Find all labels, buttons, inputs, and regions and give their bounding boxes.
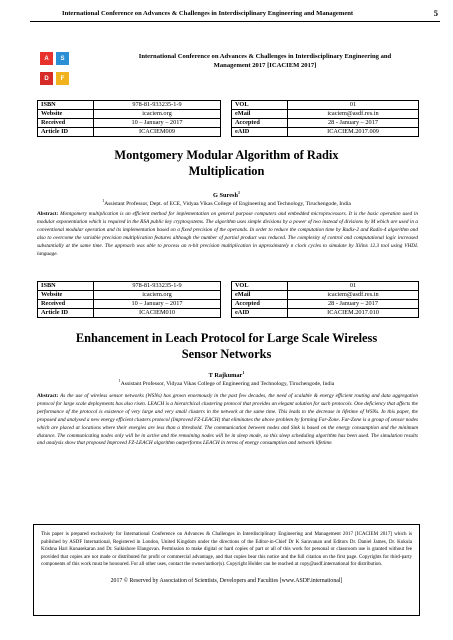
isbn-label: ISBN (38, 101, 94, 110)
paper1-abstract-text: Montgomery multiplication is an efficient method for implementation on general purpose computers and embedded microprocessors. It is the basic operation used in modular exponentiation which is required in the RSA public key cryptosystems. The algorithm uses simple divisions by a power of two instead of divisions by M which are used in a conventional modular operation and its implementation based on a fixed precision of the operands. In order to reduce the computation time by Radix-2 and Radix-4 algorithm and also to overcome the variable precision multiplication features although the number of partial product was reduced. The complexity of control and computational logic increased substantially at the same time. The approach was able to process an n-bit precision multiplication in approximately n clock cycles to simulate by Xilinx 12.3 tool using VHDL language. (37, 211, 419, 257)
eaid-label: eAID (232, 309, 288, 318)
meta-row (38, 300, 419, 309)
isbn-label: ISBN (38, 282, 94, 291)
email-label: eMail (232, 291, 288, 300)
vol-value: 01 (288, 282, 419, 291)
copyright-notice-box (33, 524, 420, 616)
conference-title (100, 52, 430, 70)
paper2-title-line2: Sensor Networks (181, 346, 272, 361)
paper2-abstract-label: Abstract: (37, 393, 59, 399)
received-label: Received (38, 119, 94, 128)
paper1-author-sup: 1 (237, 190, 240, 195)
paper1-affiliation-text: Assistant Professor, Dept. of ECE, Vidyaa Vikas College of Engineering and Technology, Tiruchengode, India (104, 200, 351, 207)
email-value[interactable]: icaciem@asdf.res.in (288, 110, 419, 119)
paper2-abstract-text: As the use of wireless sensor networks (WSNs) has grown enormously in the past few decades, the need of scalable & energy efficient routing and data aggregation protocol for large scale deployments has also risen. LEACH is a hierarchical clustering protocol that provides an elegant solution for such protocols. One deficiency that affects the performance of the protocol is existence of very large and very small clusters in the network at the same time. This leads to the decrease in lifetime of WSNs. In this paper, the proposed and analysed a new energy efficient clusters protocol (Improved FZ-LEACH) that eliminates the above problem by forming Far-Zone. Far-Zone is a group of sensor nodes which are placed at locations where their energies are less than a threshold. The communication between nodes and Sink is based on the energy consumption and the minimum distance. The communicating nodes only will be in active and the remaining nodes will be in sleep mode, so this sleep scheduling algorithm has been used. The simulation results and analysis show that proposed Improved FZ-LEACH algorithm outperforms LEACH in terms of energy consumption and network lifetime. (37, 393, 418, 447)
meta-row (38, 128, 419, 137)
email-value[interactable]: icaciem@asdf.res.in (288, 291, 419, 300)
paper2-affiliation (30, 378, 423, 387)
paper1-abstract (37, 211, 418, 258)
vol-value: 01 (288, 101, 419, 110)
vol-label: VOL (232, 282, 288, 291)
eaid-label: eAID (232, 128, 288, 137)
permission-note: This paper is prepared exclusively for International Conference on Advances & Challenges in Interdisciplinary Engineering and Management 2017 [ICACIEM 2017] which is published by ASDF International, Registered in London, United Kingdom under the directions of the Editor-in-Chief Dr K Saravanan and Editors Dr. Daniel James, Dr. Kokula Krishna Hari Kunasekaran and Dr. Saikishore Elangovan. Permission to make digital or hard copies of part or all of this work for personal or classroom use is granted without fee provided that copies are not made or distributed for profit or commercial advantage, and that copies bear this notice and the full citation on the first page. Copyrights for third-party components of this work must be honoured. For all other uses, contact the owner/author(s). Copyright Holder can be reached at copy@asdf.international for distribution. (41, 531, 412, 567)
paper2-author-name: T Rajkumar (208, 372, 243, 380)
paper2-affil-sup: 1 (118, 378, 121, 383)
paper2-meta-table (37, 281, 419, 318)
logo-square-f: F (56, 72, 69, 85)
logo-square-s: S (56, 52, 69, 65)
paper2-title (30, 331, 423, 362)
paper1-title (30, 148, 423, 179)
meta-row (38, 291, 419, 300)
copyright-line: 2017 © Reserved by Association of Scientists, Developers and Faculties [www.ASDF.international] (110, 577, 343, 584)
eaid-value: ICACIEM.2017.010 (288, 309, 419, 318)
meta-row (38, 309, 419, 318)
article-id-value: ICACIEM010 (94, 309, 221, 318)
received-value: 10 – January – 2017 (94, 300, 221, 309)
accepted-value: 28 - January – 2017 (288, 119, 419, 128)
article-id-label: Article ID (38, 309, 94, 318)
paper1-title-line2: Multiplication (188, 163, 265, 178)
paper1-title-line1: Montgomery Modular Algorithm of Radix (114, 148, 339, 162)
received-value: 10 – January – 2017 (94, 119, 221, 128)
running-title: International Conference on Advances & Challenges in Interdisciplinary Engineering and Management (62, 10, 354, 17)
received-label: Received (38, 300, 94, 309)
conference-title-line2: Management 2017 [ICACIEM 2017] (213, 62, 317, 69)
website-value[interactable]: icaciem.org (94, 291, 221, 300)
logo-square-d: D (40, 72, 53, 85)
meta-row (38, 282, 419, 291)
isbn-value: 978-81-933235-1-9 (94, 282, 221, 291)
paper2-affiliation-text: Assistant Professor, Vidyaa Vikas College of Engineering and Technology, Tiruchengode, India (120, 380, 335, 387)
meta-row (38, 101, 419, 110)
running-header (30, 8, 440, 22)
meta-row (38, 119, 419, 128)
paper1-abstract-label: Abstract: (37, 211, 59, 217)
isbn-value: 978-81-933235-1-9 (94, 101, 221, 110)
accepted-label: Accepted (232, 119, 288, 128)
paper1-affil-sup: 1 (102, 198, 105, 203)
conference-title-line1: International Conference on Advances & Challenges in Interdisciplinary Engineering and (138, 53, 392, 60)
paper1-meta-table (37, 100, 419, 137)
logo-square-a: A (40, 52, 53, 65)
paper2-abstract (37, 393, 418, 448)
accepted-value: 28 - January – 2017 (288, 300, 419, 309)
page-number: 5 (433, 8, 438, 18)
article-id-value: ICACIEM009 (94, 128, 221, 137)
accepted-label: Accepted (232, 300, 288, 309)
paper2-author-sup: 1 (242, 370, 245, 375)
website-label: Website (38, 110, 94, 119)
meta-row (38, 110, 419, 119)
paper1-affiliation (30, 198, 423, 207)
article-id-label: Article ID (38, 128, 94, 137)
website-value[interactable]: icaciem.org (94, 110, 221, 119)
website-label: Website (38, 291, 94, 300)
email-label: eMail (232, 110, 288, 119)
eaid-value: ICACIEM.2017.009 (288, 128, 419, 137)
paper2-title-line1: Enhancement in Leach Protocol for Large Scale Wireless (75, 331, 378, 345)
vol-label: VOL (232, 101, 288, 110)
asdf-logo (34, 46, 70, 92)
paper1-author-name: G Suresh (213, 192, 238, 200)
